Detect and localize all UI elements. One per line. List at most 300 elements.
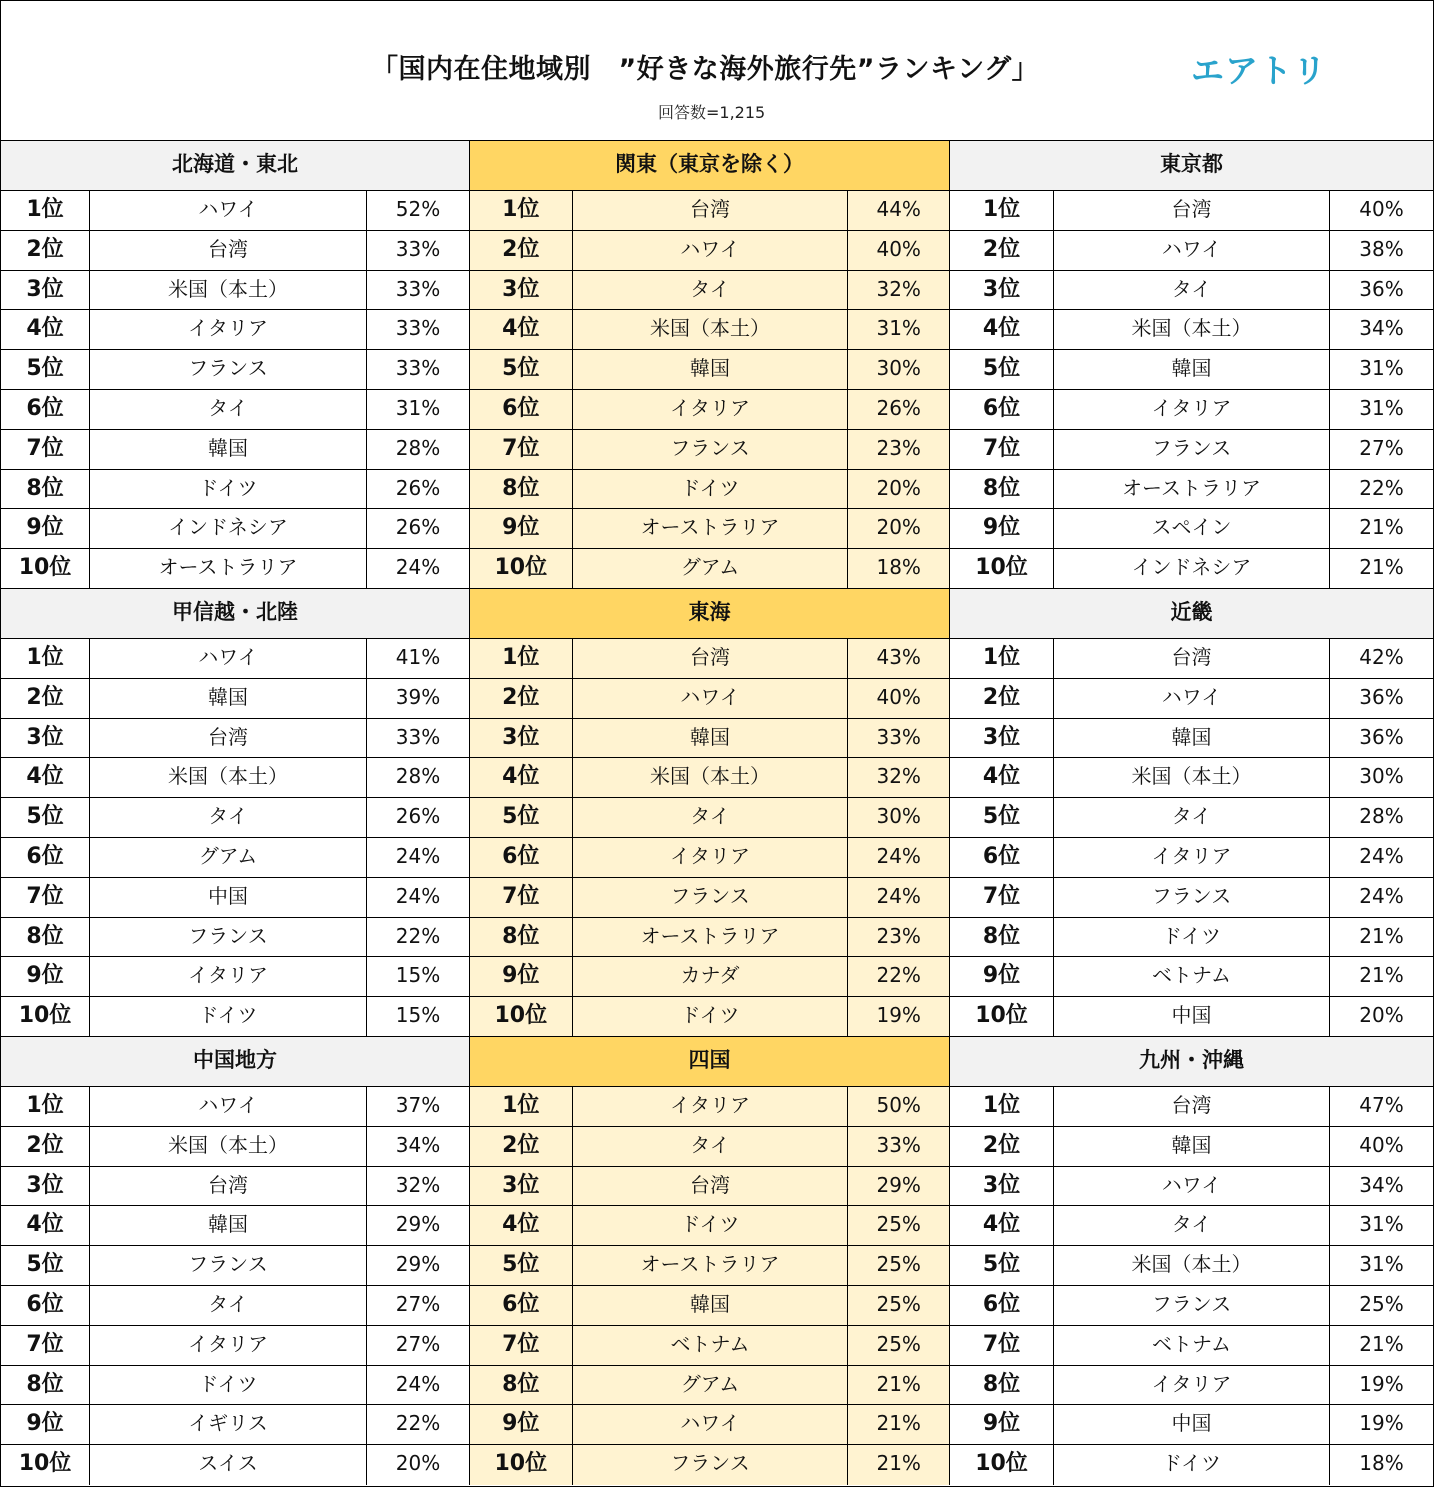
destination-cell: 米国（本土）: [90, 271, 367, 310]
percentage-cell: 21%: [1359, 1331, 1404, 1356]
rank-cell: 1位: [950, 639, 1054, 678]
table-row: [950, 679, 1433, 719]
rank-cell: 1位: [1, 639, 90, 678]
percentage-cell: 22%: [1359, 475, 1404, 500]
destination-cell: 韓国: [1054, 350, 1330, 389]
percentage-cell: 20%: [395, 1451, 441, 1476]
destination-cell: フランス: [573, 430, 849, 469]
destination-cell: タイ: [90, 798, 367, 837]
table-row: [470, 997, 949, 1037]
destination-cell: 米国（本土）: [1054, 758, 1330, 797]
percentage-cell: 27%: [395, 1331, 441, 1356]
percentage-cell: 33%: [395, 724, 441, 749]
table-row: [950, 549, 1433, 589]
table-row: [950, 350, 1433, 390]
percentage-cell: 29%: [395, 1212, 441, 1237]
rank-cell: 6位: [1, 390, 90, 429]
respondent-count: 回答数=1,215: [658, 103, 766, 122]
table-row: [470, 1286, 949, 1326]
percentage-cell: 31%: [1359, 1252, 1404, 1277]
rank-cell: 2位: [470, 231, 573, 270]
percentage-cell: 31%: [1359, 395, 1404, 420]
table-row: [950, 957, 1433, 997]
percentage-cell: 36%: [1359, 276, 1404, 301]
region-table: [1, 589, 469, 1037]
table-row: [950, 430, 1433, 470]
region-name: 関東（東京を除く）: [470, 141, 949, 191]
rank-cell: 10位: [470, 549, 573, 588]
rank-cell: 7位: [470, 878, 573, 917]
destination-cell: イタリア: [573, 390, 849, 429]
region-band: [1, 589, 1433, 1037]
percentage-cell: 27%: [395, 1291, 441, 1316]
table-row: [470, 350, 949, 390]
table-row: [470, 1366, 949, 1406]
table-row: [470, 878, 949, 918]
percentage-cell: 22%: [395, 923, 441, 948]
table-row: [950, 1405, 1433, 1445]
percentage-cell: 34%: [395, 1132, 441, 1157]
page-title: 「国内在住地域別 ”好きな海外旅行先”ランキング」: [371, 54, 1040, 85]
rank-cell: 6位: [470, 838, 573, 877]
table-row: [1, 1405, 469, 1445]
percentage-cell: 31%: [1359, 1212, 1404, 1237]
destination-cell: オーストラリア: [573, 1246, 849, 1285]
destination-cell: ドイツ: [573, 997, 849, 1036]
table-row: [470, 509, 949, 549]
table-row: [950, 1206, 1433, 1246]
rank-cell: 6位: [950, 838, 1054, 877]
percentage-cell: 25%: [876, 1212, 921, 1237]
rank-cell: 7位: [1, 1326, 90, 1365]
destination-cell: スペイン: [1054, 509, 1330, 548]
destination-cell: フランス: [90, 350, 367, 389]
region-table: [1, 141, 469, 589]
rank-cell: 8位: [950, 1366, 1054, 1405]
percentage-cell: 32%: [876, 276, 921, 301]
region-table: [469, 589, 950, 1037]
rank-cell: 6位: [470, 390, 573, 429]
percentage-cell: 34%: [1359, 316, 1404, 341]
table-row: [1, 1445, 469, 1485]
percentage-cell: 24%: [876, 883, 921, 908]
table-row: [950, 838, 1433, 878]
percentage-cell: 20%: [876, 475, 921, 500]
destination-cell: 台湾: [90, 719, 367, 758]
rank-cell: 3位: [950, 1167, 1054, 1206]
percentage-cell: 30%: [876, 804, 921, 829]
rank-cell: 5位: [950, 798, 1054, 837]
table-row: [470, 1246, 949, 1286]
destination-cell: 韓国: [573, 350, 849, 389]
percentage-cell: 25%: [876, 1331, 921, 1356]
table-row: [1, 679, 469, 719]
rank-cell: 1位: [470, 191, 573, 230]
table-row: [1, 997, 469, 1037]
destination-cell: グアム: [573, 549, 849, 588]
percentage-cell: 21%: [876, 1411, 921, 1436]
table-row: [1, 1087, 469, 1127]
rank-cell: 4位: [470, 758, 573, 797]
destination-cell: ハワイ: [573, 679, 849, 718]
region-table: [950, 141, 1433, 589]
ranking-grid: [1, 140, 1433, 1485]
region-name: 北海道・東北: [1, 141, 469, 191]
percentage-cell: 47%: [1359, 1093, 1404, 1117]
rank-cell: 8位: [1, 470, 90, 509]
rank-cell: 5位: [1, 350, 90, 389]
percentage-cell: 23%: [876, 923, 921, 948]
percentage-cell: 30%: [876, 356, 921, 381]
table-row: [470, 390, 949, 430]
region-name: 中国地方: [1, 1037, 469, 1087]
table-row: [1, 549, 469, 589]
percentage-cell: 39%: [395, 684, 441, 709]
destination-cell: オーストラリア: [573, 918, 849, 957]
region-name: 九州・沖縄: [950, 1037, 1433, 1087]
rank-cell: 5位: [1, 798, 90, 837]
percentage-cell: 21%: [1359, 923, 1404, 948]
destination-cell: フランス: [1054, 1286, 1330, 1325]
destination-cell: ベトナム: [1054, 1326, 1330, 1365]
rank-cell: 9位: [470, 1405, 573, 1444]
destination-cell: 中国: [1054, 1405, 1330, 1444]
rank-cell: 7位: [470, 430, 573, 469]
table-row: [1, 191, 469, 231]
percentage-cell: 33%: [395, 356, 441, 381]
destination-cell: ドイツ: [1054, 918, 1330, 957]
table-row: [470, 758, 949, 798]
percentage-cell: 21%: [876, 1371, 921, 1396]
rank-cell: 6位: [1, 838, 90, 877]
percentage-cell: 18%: [876, 555, 921, 580]
rank-cell: 4位: [470, 1206, 573, 1245]
percentage-cell: 18%: [1359, 1451, 1404, 1476]
percentage-cell: 33%: [395, 316, 441, 341]
percentage-cell: 43%: [876, 645, 921, 669]
rank-cell: 10位: [470, 1445, 573, 1485]
percentage-cell: 33%: [395, 236, 441, 261]
region-table: [469, 1037, 950, 1485]
table-row: [950, 918, 1433, 958]
destination-cell: 台湾: [90, 231, 367, 270]
table-row: [470, 918, 949, 958]
table-row: [1, 798, 469, 838]
rank-cell: 5位: [470, 798, 573, 837]
destination-cell: 米国（本土）: [90, 758, 367, 797]
destination-cell: 韓国: [90, 430, 367, 469]
destination-cell: 米国（本土）: [573, 758, 849, 797]
destination-cell: タイ: [1054, 1206, 1330, 1245]
percentage-cell: 44%: [876, 197, 921, 221]
rank-cell: 6位: [950, 390, 1054, 429]
destination-cell: インドネシア: [90, 509, 367, 548]
destination-cell: 韓国: [1054, 1127, 1330, 1166]
destination-cell: 台湾: [573, 639, 849, 678]
destination-cell: 韓国: [573, 1286, 849, 1325]
percentage-cell: 23%: [876, 435, 921, 460]
destination-cell: 米国（本土）: [573, 310, 849, 349]
destination-cell: ハワイ: [573, 1405, 849, 1444]
destination-cell: ハワイ: [90, 191, 367, 230]
percentage-cell: 52%: [395, 197, 441, 221]
rank-cell: 10位: [1, 997, 90, 1036]
table-row: [470, 1206, 949, 1246]
table-row: [950, 191, 1433, 231]
rank-cell: 9位: [470, 957, 573, 996]
table-row: [950, 1246, 1433, 1286]
percentage-cell: 36%: [1359, 724, 1404, 749]
percentage-cell: 24%: [1359, 883, 1404, 908]
rank-cell: 3位: [1, 271, 90, 310]
table-row: [950, 997, 1433, 1037]
rank-cell: 10位: [950, 997, 1054, 1036]
table-row: [1, 310, 469, 350]
rank-cell: 9位: [1, 1405, 90, 1444]
rank-cell: 1位: [950, 1087, 1054, 1126]
region-table: [469, 141, 950, 589]
percentage-cell: 24%: [395, 1371, 441, 1396]
destination-cell: 韓国: [90, 1206, 367, 1245]
destination-cell: 台湾: [1054, 639, 1330, 678]
destination-cell: イタリア: [90, 957, 367, 996]
table-row: [950, 798, 1433, 838]
destination-cell: ハワイ: [90, 639, 367, 678]
table-row: [470, 679, 949, 719]
table-row: [1, 1246, 469, 1286]
percentage-cell: 24%: [395, 843, 441, 868]
table-row: [1, 231, 469, 271]
destination-cell: 米国（本土）: [1054, 310, 1330, 349]
table-row: [1, 430, 469, 470]
percentage-cell: 25%: [876, 1291, 921, 1316]
percentage-cell: 38%: [1359, 236, 1404, 261]
percentage-cell: 28%: [395, 435, 441, 460]
rank-cell: 2位: [1, 679, 90, 718]
percentage-cell: 21%: [1359, 963, 1404, 988]
destination-cell: タイ: [1054, 798, 1330, 837]
table-row: [950, 758, 1433, 798]
destination-cell: イギリス: [90, 1405, 367, 1444]
destination-cell: イタリア: [573, 1087, 849, 1126]
rank-cell: 6位: [950, 1286, 1054, 1325]
rank-cell: 5位: [950, 350, 1054, 389]
percentage-cell: 19%: [1359, 1371, 1404, 1396]
table-row: [950, 719, 1433, 759]
rank-cell: 4位: [1, 1206, 90, 1245]
destination-cell: 台湾: [1054, 191, 1330, 230]
table-row: [950, 271, 1433, 311]
region-name: 近畿: [950, 589, 1433, 639]
percentage-cell: 25%: [876, 1252, 921, 1277]
percentage-cell: 19%: [1359, 1411, 1404, 1436]
rank-cell: 9位: [470, 509, 573, 548]
destination-cell: イタリア: [1054, 1366, 1330, 1405]
table-row: [1, 271, 469, 311]
rank-cell: 3位: [1, 719, 90, 758]
destination-cell: グアム: [573, 1366, 849, 1405]
percentage-cell: 31%: [395, 395, 441, 420]
rank-cell: 4位: [950, 1206, 1054, 1245]
table-row: [950, 1127, 1433, 1167]
percentage-cell: 24%: [876, 843, 921, 868]
table-row: [950, 310, 1433, 350]
rank-cell: 7位: [950, 1326, 1054, 1365]
table-row: [470, 231, 949, 271]
table-row: [950, 639, 1433, 679]
destination-cell: フランス: [90, 918, 367, 957]
percentage-cell: 41%: [395, 645, 441, 669]
destination-cell: イタリア: [1054, 390, 1330, 429]
destination-cell: ベトナム: [1054, 957, 1330, 996]
rank-cell: 1位: [950, 191, 1054, 230]
region-name: 四国: [470, 1037, 949, 1087]
table-row: [1, 350, 469, 390]
rank-cell: 9位: [950, 957, 1054, 996]
destination-cell: 中国: [1054, 997, 1330, 1036]
destination-cell: ハワイ: [90, 1087, 367, 1126]
rank-cell: 3位: [950, 271, 1054, 310]
percentage-cell: 15%: [395, 1003, 441, 1028]
rank-cell: 2位: [1, 231, 90, 270]
destination-cell: ハワイ: [573, 231, 849, 270]
region-name: 甲信越・北陸: [1, 589, 469, 639]
destination-cell: フランス: [1054, 878, 1330, 917]
percentage-cell: 24%: [395, 883, 441, 908]
destination-cell: ドイツ: [573, 470, 849, 509]
rank-cell: 9位: [1, 509, 90, 548]
table-row: [950, 1286, 1433, 1326]
rank-cell: 10位: [1, 549, 90, 588]
table-row: [1, 719, 469, 759]
table-row: [950, 1326, 1433, 1366]
percentage-cell: 36%: [1359, 684, 1404, 709]
rank-cell: 8位: [1, 918, 90, 957]
table-row: [470, 838, 949, 878]
table-row: [1, 838, 469, 878]
table-row: [470, 719, 949, 759]
rank-cell: 3位: [470, 271, 573, 310]
rank-cell: 1位: [470, 1087, 573, 1126]
percentage-cell: 20%: [1359, 1003, 1404, 1028]
destination-cell: 韓国: [90, 679, 367, 718]
table-row: [470, 1127, 949, 1167]
destination-cell: イタリア: [1054, 838, 1330, 877]
destination-cell: オーストラリア: [1054, 470, 1330, 509]
rank-cell: 7位: [950, 430, 1054, 469]
rank-cell: 3位: [1, 1167, 90, 1206]
destination-cell: ドイツ: [90, 1366, 367, 1405]
destination-cell: 台湾: [1054, 1087, 1330, 1126]
rank-cell: 2位: [950, 231, 1054, 270]
destination-cell: イタリア: [573, 838, 849, 877]
rank-cell: 4位: [950, 310, 1054, 349]
table-row: [950, 231, 1433, 271]
destination-cell: フランス: [1054, 430, 1330, 469]
rank-cell: 5位: [1, 1246, 90, 1285]
table-row: [470, 271, 949, 311]
percentage-cell: 29%: [876, 1172, 921, 1197]
rank-cell: 4位: [950, 758, 1054, 797]
percentage-cell: 15%: [395, 963, 441, 988]
percentage-cell: 29%: [395, 1252, 441, 1277]
table-row: [1, 758, 469, 798]
region-table: [1, 1037, 469, 1485]
destination-cell: オーストラリア: [90, 549, 367, 588]
rank-cell: 1位: [1, 1087, 90, 1126]
rank-cell: 8位: [470, 1366, 573, 1405]
percentage-cell: 31%: [876, 316, 921, 341]
destination-cell: タイ: [90, 1286, 367, 1325]
rank-cell: 10位: [470, 997, 573, 1036]
table-row: [1, 918, 469, 958]
destination-cell: 台湾: [573, 191, 849, 230]
destination-cell: スイス: [90, 1445, 367, 1485]
rank-cell: 7位: [1, 878, 90, 917]
percentage-cell: 33%: [876, 724, 921, 749]
rank-cell: 7位: [470, 1326, 573, 1365]
destination-cell: フランス: [90, 1246, 367, 1285]
rank-cell: 9位: [950, 1405, 1054, 1444]
rank-cell: 5位: [470, 350, 573, 389]
table-row: [470, 1167, 949, 1207]
region-name: 東京都: [950, 141, 1433, 191]
destination-cell: イタリア: [90, 1326, 367, 1365]
table-row: [1, 1366, 469, 1406]
rank-cell: 7位: [1, 430, 90, 469]
table-row: [470, 310, 949, 350]
table-row: [950, 878, 1433, 918]
rank-cell: 2位: [470, 1127, 573, 1166]
percentage-cell: 40%: [1359, 197, 1404, 221]
destination-cell: タイ: [90, 390, 367, 429]
percentage-cell: 25%: [1359, 1291, 1404, 1316]
percentage-cell: 26%: [395, 475, 441, 500]
percentage-cell: 33%: [876, 1132, 921, 1157]
table-row: [1, 1326, 469, 1366]
table-row: [1, 390, 469, 430]
destination-cell: インドネシア: [1054, 549, 1330, 588]
table-row: [470, 639, 949, 679]
percentage-cell: 27%: [1359, 435, 1404, 460]
rank-cell: 6位: [1, 1286, 90, 1325]
rank-cell: 2位: [1, 1127, 90, 1166]
percentage-cell: 21%: [1359, 555, 1404, 580]
percentage-cell: 24%: [1359, 843, 1404, 868]
destination-cell: グアム: [90, 838, 367, 877]
destination-cell: ドイツ: [1054, 1445, 1330, 1485]
table-row: [470, 957, 949, 997]
destination-cell: 台湾: [90, 1167, 367, 1206]
rank-cell: 5位: [470, 1246, 573, 1285]
percentage-cell: 34%: [1359, 1172, 1404, 1197]
destination-cell: タイ: [573, 271, 849, 310]
percentage-cell: 19%: [876, 1003, 921, 1028]
region-table: [950, 1037, 1433, 1485]
rank-cell: 8位: [470, 470, 573, 509]
destination-cell: ハワイ: [1054, 679, 1330, 718]
table-row: [950, 390, 1433, 430]
percentage-cell: 50%: [876, 1093, 921, 1117]
percentage-cell: 24%: [395, 555, 441, 580]
rank-cell: 4位: [470, 310, 573, 349]
percentage-cell: 21%: [1359, 515, 1404, 540]
destination-cell: 台湾: [573, 1167, 849, 1206]
rank-cell: 4位: [1, 758, 90, 797]
table-row: [470, 1405, 949, 1445]
percentage-cell: 31%: [1359, 356, 1404, 381]
region-band: [1, 1037, 1433, 1485]
